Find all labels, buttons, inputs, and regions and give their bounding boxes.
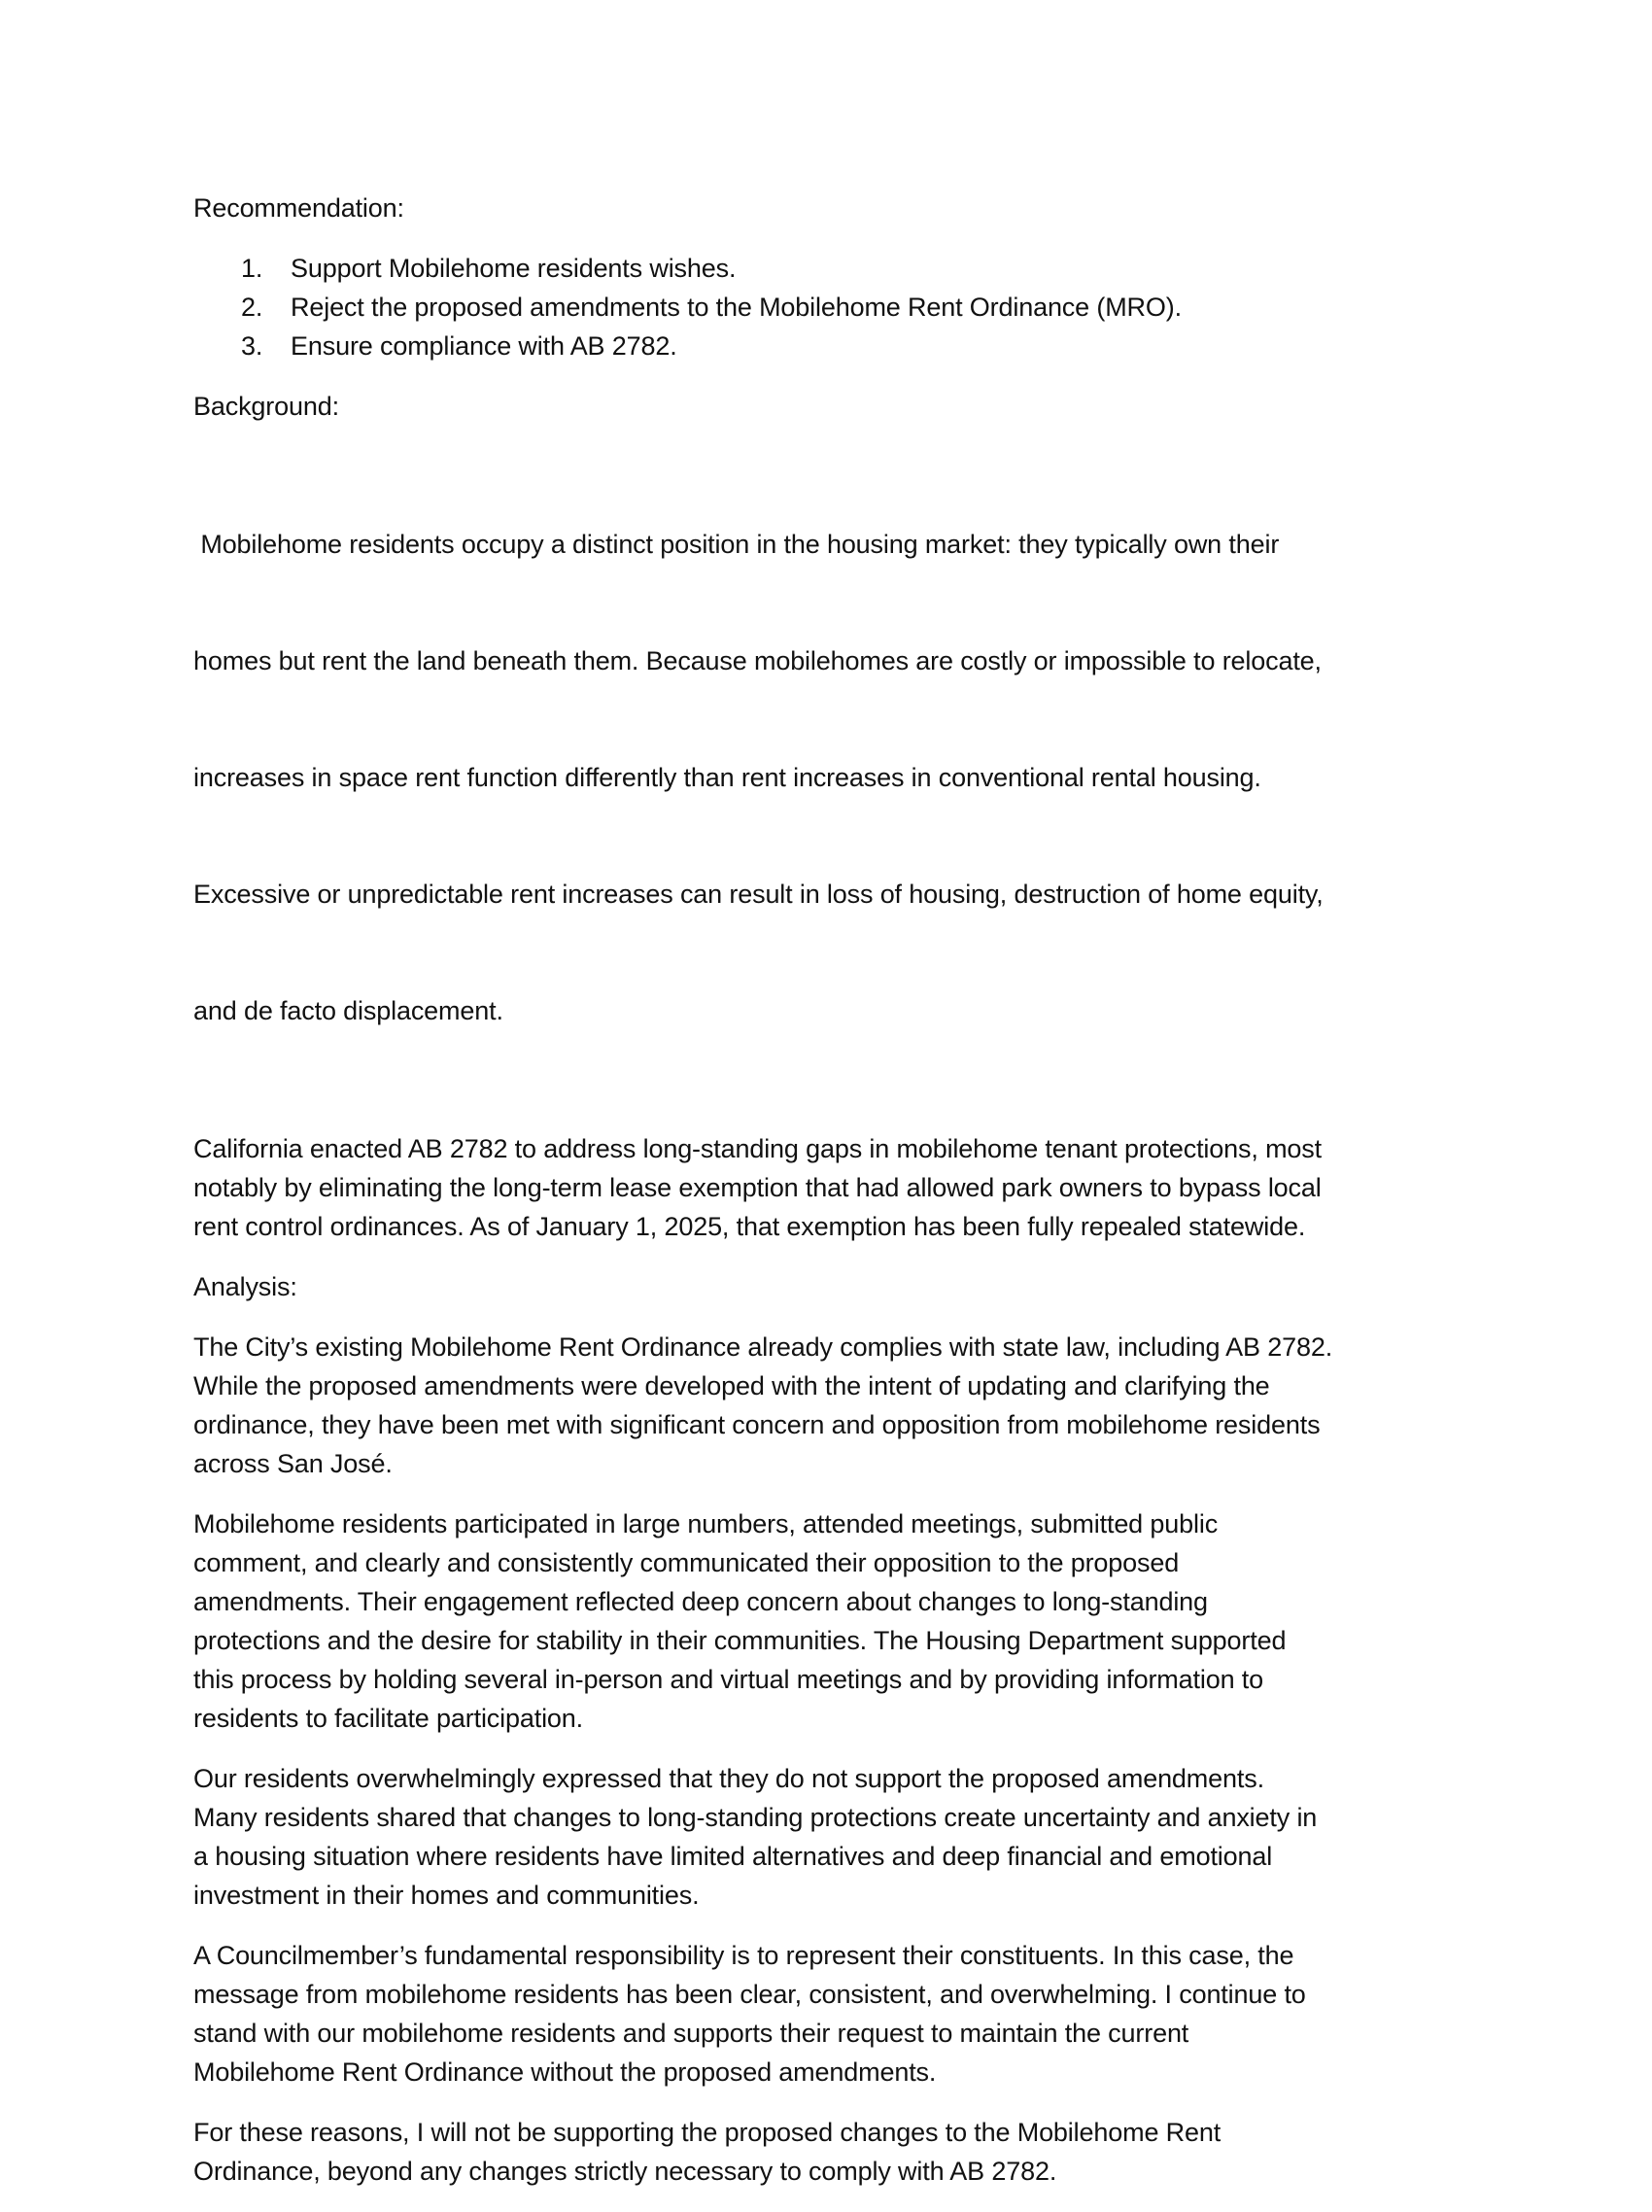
conclusion-paragraph: [193, 2113, 1466, 2191]
text-line: notably by eliminating the long-term lease exemption that had allowed park owners to bypass local: [193, 1173, 1322, 1202]
analysis-paragraph: [193, 1936, 1466, 2091]
background-paragraph: [193, 1129, 1466, 1246]
text-line: Many residents shared that changes to long-standing protections create uncertainty and anxiety in: [193, 1803, 1318, 1832]
document-page: [193, 189, 1466, 2212]
recommendation-item: [193, 327, 1466, 365]
text-line: protections and the desire for stability in their communities. The Housing Department supported: [193, 1626, 1287, 1655]
text-line: Mobilehome Rent Ordinance without the proposed amendments.: [193, 2057, 937, 2087]
text-line: across San José.: [193, 1449, 393, 1478]
text-line: Excessive or unpredictable rent increases can result in loss of housing, destruction of home equity,: [193, 880, 1324, 909]
text-line: stand with our mobilehome residents and supports their request to maintain the current: [193, 2019, 1189, 2048]
analysis-paragraph: [193, 1759, 1466, 1915]
text-line: Ordinance, beyond any changes strictly necessary to comply with AB 2782.: [193, 2157, 1057, 2186]
background-heading: Background:: [193, 392, 339, 421]
text-line: ordinance, they have been met with significant concern and opposition from mobilehome residents: [193, 1410, 1321, 1439]
recommendation-list: [193, 249, 1466, 365]
text-line: a housing situation where residents have limited alternatives and deep financial and emotional: [193, 1842, 1273, 1871]
text-line: homes but rent the land beneath them. Because mobilehomes are costly or impossible to relocate,: [193, 646, 1322, 675]
text-line: investment in their homes and communities.: [193, 1881, 700, 1910]
background-section: [193, 387, 1466, 1246]
analysis-section: [193, 1267, 1466, 2191]
analysis-paragraph: [193, 1328, 1466, 1483]
recommendation-section: [193, 189, 1466, 365]
text-line: While the proposed amendments were developed with the intent of updating and clarifying the: [193, 1371, 1270, 1400]
text-line: A Councilmember’s fundamental responsibility is to represent their constituents. In this case, the: [193, 1941, 1294, 1970]
text-line: this process by holding several in-person and virtual meetings and by providing information to: [193, 1665, 1264, 1694]
analysis-heading: Analysis:: [193, 1272, 297, 1301]
text-line: Mobilehome residents participated in large numbers, attended meetings, submitted public: [193, 1509, 1219, 1538]
background-paragraph: [193, 447, 1466, 1108]
text-line: residents to facilitate participation.: [193, 1704, 584, 1733]
analysis-paragraph: [193, 1504, 1466, 1738]
text-line: amendments. Their engagement reflected deep concern about changes to long-standing: [193, 1587, 1208, 1616]
text-line: comment, and clearly and consistently communicated their opposition to the proposed: [193, 1548, 1180, 1577]
list-number: 3.: [241, 331, 263, 361]
list-item-text: Ensure compliance with AB 2782.: [291, 331, 677, 361]
list-item-text: Reject the proposed amendments to the Mobilehome Rent Ordinance (MRO).: [291, 293, 1182, 322]
text-line: rent control ordinances. As of January 1, 2025, that exemption has been fully repealed statewide.: [193, 1212, 1306, 1241]
text-line: California enacted AB 2782 to address long-standing gaps in mobilehome tenant protections, most: [193, 1134, 1322, 1163]
recommendation-item: [193, 249, 1466, 288]
text-line: Mobilehome residents occupy a distinct position in the housing market: they typically own their: [193, 530, 1280, 559]
text-line: increases in space rent function differently than rent increases in conventional rental housing.: [193, 763, 1261, 792]
list-number: 1.: [241, 254, 263, 283]
text-line: The City’s existing Mobilehome Rent Ordinance already complies with state law, including AB 2782.: [193, 1332, 1333, 1362]
recommendation-heading: Recommendation:: [193, 193, 404, 223]
list-number: 2.: [241, 293, 263, 322]
text-line: message from mobilehome residents has been clear, consistent, and overwhelming. I continue to: [193, 1980, 1306, 2009]
recommendation-item: [193, 288, 1466, 327]
list-item-text: Support Mobilehome residents wishes.: [291, 254, 737, 283]
text-line: For these reasons, I will not be supporting the proposed changes to the Mobilehome Rent: [193, 2118, 1222, 2147]
text-line: and de facto displacement.: [193, 996, 503, 1025]
text-line: Our residents overwhelmingly expressed that they do not support the proposed amendments.: [193, 1764, 1264, 1793]
